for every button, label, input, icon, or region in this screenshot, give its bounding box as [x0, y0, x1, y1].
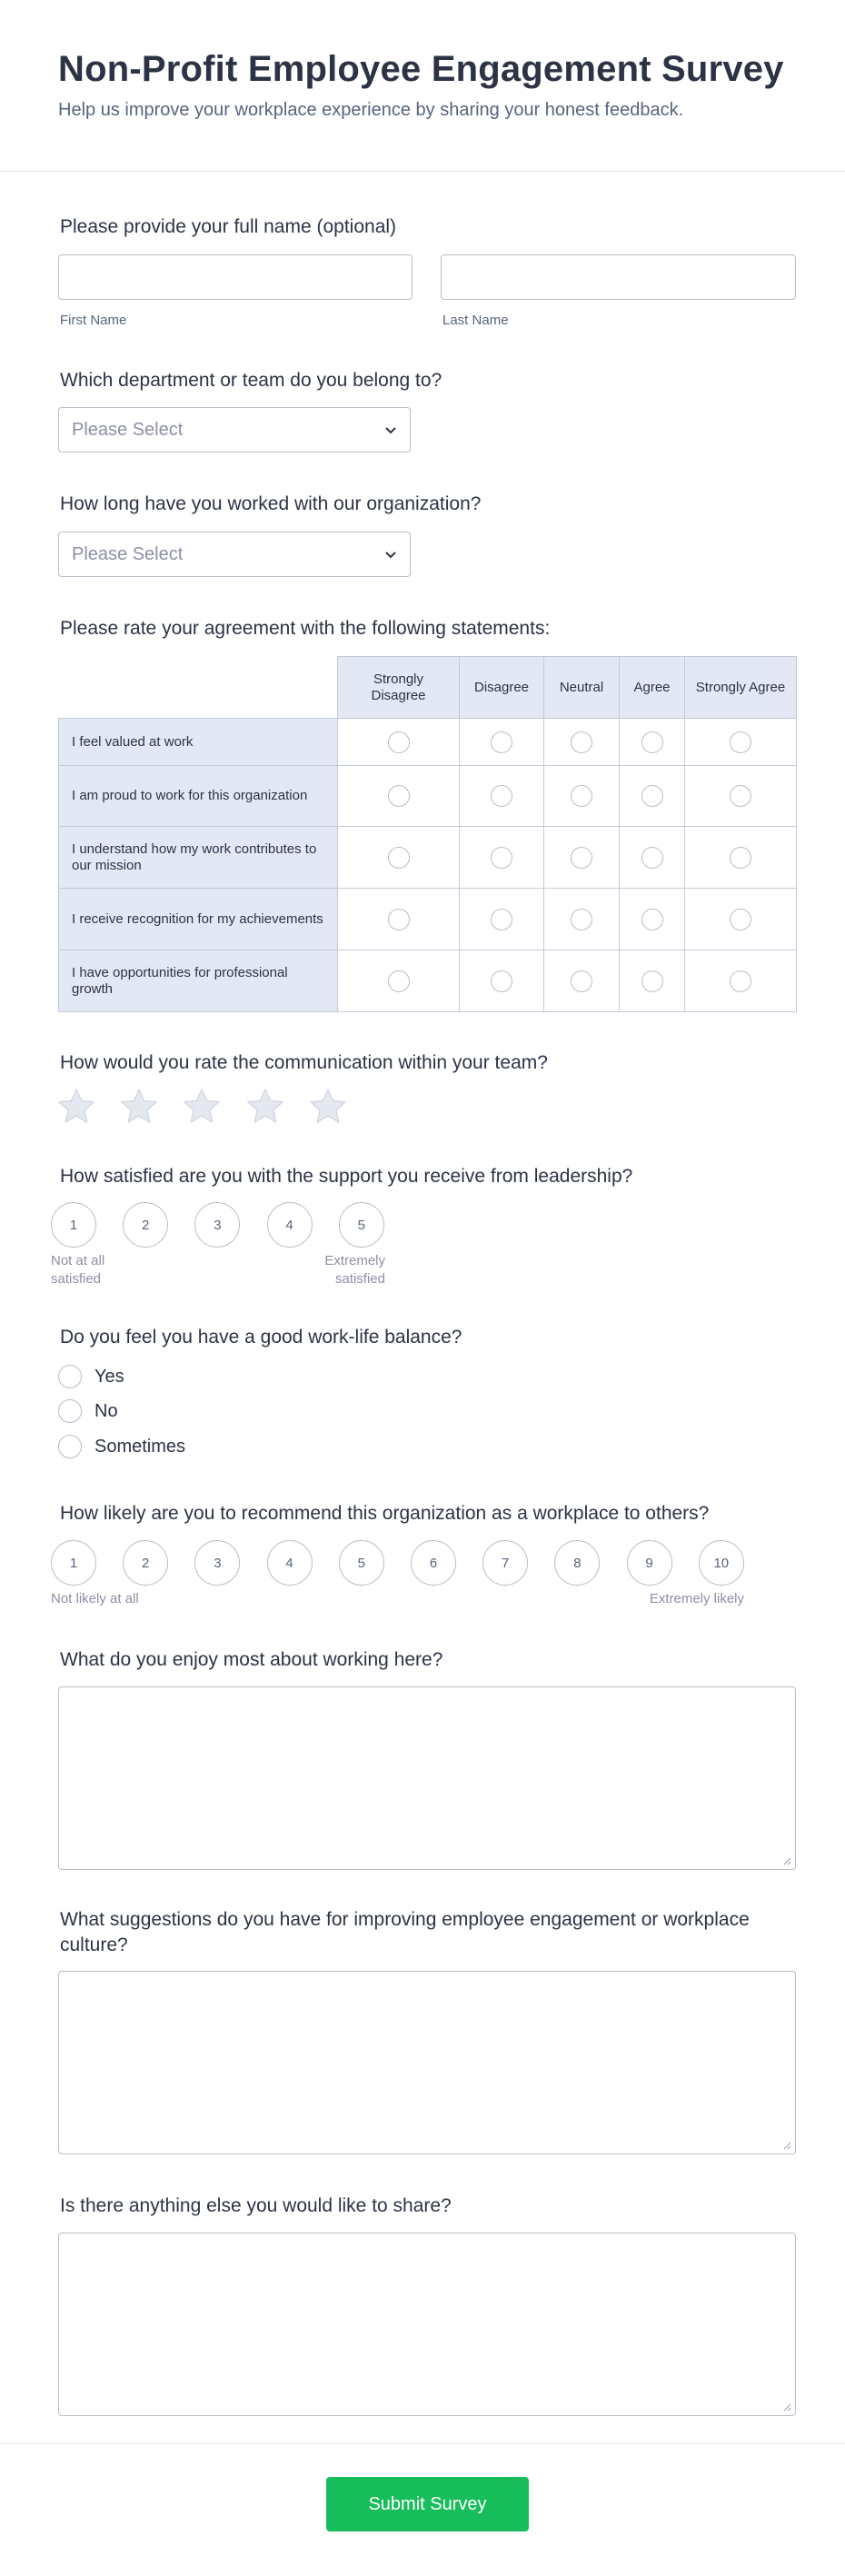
- matrix-radio[interactable]: [730, 731, 751, 753]
- form-header: [0, 0, 845, 172]
- first-name-sublabel: First Name: [60, 313, 127, 328]
- matrix-cell[interactable]: [459, 950, 544, 1012]
- matrix-row-label: I have opportunities for professional growth: [58, 950, 338, 1012]
- resize-grip-icon[interactable]: [782, 2141, 791, 2150]
- department-select[interactable]: [58, 407, 411, 453]
- scale-option[interactable]: 1: [51, 1202, 96, 1248]
- chevron-down-icon: [383, 546, 399, 562]
- scale-option[interactable]: 10: [699, 1540, 744, 1586]
- matrix-column-header: Neutral: [543, 656, 620, 719]
- scale-option[interactable]: 6: [411, 1540, 456, 1586]
- matrix-cell[interactable]: [543, 718, 620, 766]
- scale-option[interactable]: 1: [51, 1540, 96, 1586]
- suggestions-question-label: What suggestions do you have for improving employee engagement or workplace culture?: [60, 1909, 750, 1955]
- matrix-radio[interactable]: [491, 970, 512, 992]
- chevron-down-icon: [383, 422, 399, 438]
- matrix-radio[interactable]: [491, 731, 512, 753]
- leadership-question-label: How satisfied are you with the support you receive from leadership?: [60, 1166, 633, 1187]
- matrix-cell[interactable]: [459, 765, 544, 827]
- recommend-low-label: Not likely at all: [51, 1591, 139, 1606]
- matrix-cell[interactable]: [619, 718, 685, 766]
- matrix-column-header: Strongly Disagree: [337, 656, 460, 719]
- matrix-cell[interactable]: [543, 765, 620, 827]
- leadership-question: [58, 1164, 796, 1189]
- scale-option[interactable]: 5: [339, 1540, 384, 1586]
- scale-option[interactable]: 2: [123, 1540, 168, 1586]
- radio-circle[interactable]: [58, 1435, 82, 1458]
- tenure-question-label: How long have you worked with our organization?: [60, 493, 482, 514]
- matrix-column-header: Disagree: [459, 656, 544, 719]
- matrix-cell[interactable]: [684, 888, 797, 950]
- matrix-cell[interactable]: [337, 718, 460, 766]
- matrix-cell[interactable]: [619, 888, 685, 950]
- department-question: [58, 368, 796, 393]
- leadership-low-label: Not at all satisfied: [51, 1253, 105, 1287]
- matrix-radio[interactable]: [388, 909, 410, 930]
- balance-option-label: No: [94, 1400, 118, 1421]
- page-subtitle: Help us improve your workplace experience by sharing your honest feedback.: [58, 100, 684, 120]
- scale-option[interactable]: 3: [194, 1540, 240, 1586]
- tenure-select-placeholder: Please Select: [72, 544, 184, 564]
- scale-option[interactable]: 3: [194, 1202, 240, 1248]
- star-icon[interactable]: [245, 1087, 285, 1127]
- radio-circle[interactable]: [58, 1365, 82, 1388]
- scale-option[interactable]: 2: [123, 1202, 168, 1248]
- matrix-radio[interactable]: [571, 785, 592, 807]
- scale-option[interactable]: 7: [482, 1540, 528, 1586]
- matrix-radio[interactable]: [491, 909, 512, 930]
- communication-question-label: How would you rate the communication within your team?: [60, 1052, 548, 1073]
- matrix-radio[interactable]: [730, 785, 751, 807]
- balance-option-label: Yes: [94, 1366, 124, 1387]
- leadership-high-label: Extremely satisfied: [324, 1253, 385, 1287]
- balance-question: [58, 1325, 796, 1350]
- submit-button[interactable]: Submit Survey: [326, 2477, 529, 2531]
- matrix-cell[interactable]: [459, 718, 544, 766]
- scale-option[interactable]: 4: [267, 1202, 313, 1248]
- name-question: [58, 214, 796, 240]
- star-icon[interactable]: [56, 1087, 96, 1127]
- recommend-question: [58, 1501, 796, 1527]
- enjoy-question: [58, 1647, 796, 1673]
- resize-grip-icon[interactable]: [782, 2402, 791, 2412]
- agreement-question-label: Please rate your agreement with the following statements:: [60, 618, 551, 639]
- matrix-radio[interactable]: [730, 970, 751, 992]
- matrix-cell[interactable]: [619, 950, 685, 1012]
- matrix-radio[interactable]: [491, 847, 512, 869]
- matrix-row-label: I receive recognition for my achievements: [58, 888, 338, 950]
- matrix-radio[interactable]: [388, 785, 410, 807]
- recommend-question-label: How likely are you to recommend this organization as a workplace to others?: [60, 1503, 710, 1524]
- first-name-input[interactable]: [58, 254, 413, 300]
- department-select-placeholder: Please Select: [72, 420, 184, 440]
- matrix-radio[interactable]: [491, 785, 512, 807]
- enjoy-question-label: What do you enjoy most about working here?: [60, 1649, 443, 1670]
- matrix-cell[interactable]: [459, 826, 544, 889]
- matrix-radio[interactable]: [388, 970, 410, 992]
- scale-option[interactable]: 4: [267, 1540, 313, 1586]
- star-icon[interactable]: [308, 1087, 348, 1127]
- suggestions-textarea[interactable]: [58, 1971, 796, 2154]
- matrix-radio[interactable]: [730, 909, 751, 930]
- scale-option[interactable]: 5: [339, 1202, 384, 1248]
- balance-option-sometimes[interactable]: [58, 1435, 185, 1458]
- scale-option[interactable]: 9: [627, 1540, 672, 1586]
- matrix-column-header: Strongly Agree: [684, 656, 797, 719]
- other-textarea[interactable]: [58, 2233, 796, 2416]
- balance-option-label: Sometimes: [94, 1436, 186, 1457]
- matrix-radio[interactable]: [641, 970, 663, 992]
- matrix-cell[interactable]: [337, 765, 460, 827]
- matrix-column-header: Agree: [619, 656, 685, 719]
- matrix-cell[interactable]: [684, 950, 797, 1012]
- matrix-row-label: I am proud to work for this organization: [58, 765, 338, 827]
- star-icon[interactable]: [119, 1087, 159, 1127]
- matrix-cell[interactable]: [337, 826, 460, 889]
- other-question: [58, 2193, 796, 2219]
- matrix-cell[interactable]: [684, 765, 797, 827]
- recommend-high-label: Extremely likely: [649, 1591, 744, 1606]
- matrix-cell[interactable]: [543, 826, 620, 889]
- balance-question-label: Do you feel you have a good work-life balance?: [60, 1327, 462, 1348]
- suggestions-question: [58, 1907, 796, 1958]
- other-question-label: Is there anything else you would like to share?: [60, 2195, 452, 2216]
- last-name-sublabel: Last Name: [442, 313, 509, 328]
- matrix-cell[interactable]: [619, 765, 685, 827]
- matrix-cell[interactable]: [684, 718, 797, 766]
- radio-circle[interactable]: [58, 1399, 82, 1423]
- last-name-input[interactable]: [441, 254, 796, 300]
- scale-option[interactable]: 8: [554, 1540, 600, 1586]
- matrix-radio[interactable]: [571, 909, 592, 930]
- department-question-label: Which department or team do you belong to?: [60, 370, 442, 391]
- matrix-cell[interactable]: [684, 826, 797, 889]
- matrix-radio[interactable]: [641, 785, 663, 807]
- matrix-cell[interactable]: [337, 950, 460, 1012]
- matrix-cell[interactable]: [543, 888, 620, 950]
- resize-grip-icon[interactable]: [782, 1856, 791, 1865]
- communication-question: [58, 1050, 796, 1076]
- matrix-radio[interactable]: [641, 909, 663, 930]
- matrix-cell[interactable]: [619, 826, 685, 889]
- name-question-label: Please provide your full name (optional): [60, 216, 397, 237]
- matrix-radio[interactable]: [571, 847, 592, 869]
- matrix-row-label: I understand how my work contributes to our mission: [58, 826, 338, 889]
- tenure-question: [58, 492, 796, 517]
- matrix-radio[interactable]: [388, 731, 410, 753]
- matrix-row-label: I feel valued at work: [58, 718, 338, 766]
- matrix-radio[interactable]: [730, 847, 751, 869]
- matrix-radio[interactable]: [641, 731, 663, 753]
- tenure-select[interactable]: [58, 532, 411, 577]
- agreement-question: [58, 616, 796, 642]
- page-title: Non-Profit Employee Engagement Survey: [58, 49, 784, 89]
- matrix-radio[interactable]: [388, 847, 410, 869]
- star-icon[interactable]: [182, 1087, 222, 1127]
- matrix-radio[interactable]: [571, 731, 592, 753]
- matrix-radio[interactable]: [641, 847, 663, 869]
- balance-option-no[interactable]: [58, 1399, 118, 1423]
- matrix-cell[interactable]: [543, 950, 620, 1012]
- matrix-cell[interactable]: [459, 888, 544, 950]
- matrix-radio[interactable]: [571, 970, 592, 992]
- matrix-cell[interactable]: [337, 888, 460, 950]
- balance-option-yes[interactable]: [58, 1365, 124, 1388]
- enjoy-textarea[interactable]: [58, 1686, 796, 1870]
